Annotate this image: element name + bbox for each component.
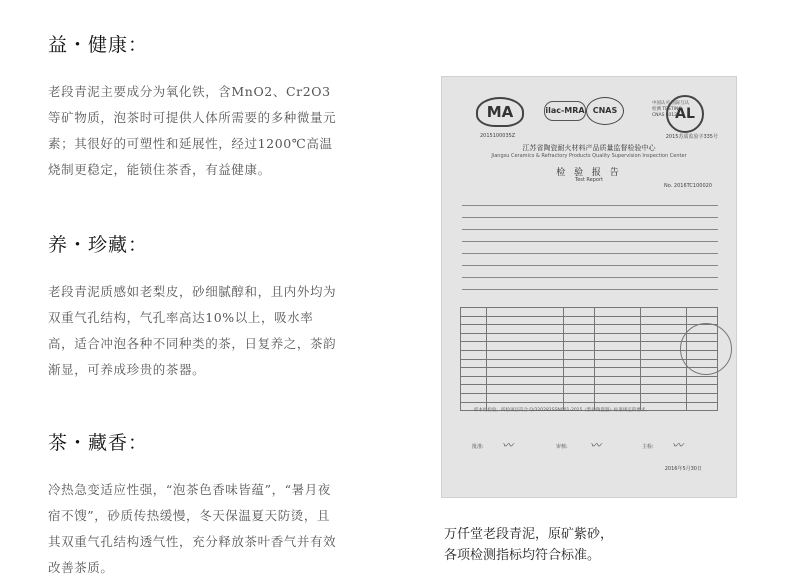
authority-id: 2015苏质监验字335号 [665,134,718,140]
inspection-stamp [680,323,732,375]
report-caption [444,524,744,566]
section-body: 老段青泥主要成分为氧化铁，含MnO2、Cr2O3等矿物质，泡茶时可提供人体所需要的多种微量元素；其很好的可塑性和延展性，经过1200℃高温烧制更稳定，能锁住茶香，有益健康。 [48,84,337,177]
approver-label: 批准: [472,444,484,450]
organization-name-en: Jiangsu Ceramics & Refractory Products Quality Supervision Inspection Center [491,153,687,159]
section-title: 养・珍藏： [48,234,149,256]
info-rule [462,277,718,278]
report-title: 检 验 报 告 [556,168,622,178]
section-body: 冷热急变适应性强，“泡茶色香味皆蕴”，“暑月夜宿不馊”，砂质传热缓慢，冬天保温夏天防烫，且其双重气孔结构透气性，充分释放茶叶香气并有效改善茶质。 [48,482,337,575]
section-tea-aroma [48,428,338,581]
info-rule [462,265,718,266]
section-body: 老段青泥质感如老梨皮，砂细腻醇和，且内外均为双重气孔结构，气孔率高达10%以上，吸水率高，适合冲泡各种不同种类的茶，日复养之，茶韵渐显，可养成珍贵的茶器。 [48,284,337,377]
cma-logo: MA [476,97,524,127]
reviewer-label: 审核: [556,444,568,450]
section-title: 益・健康： [48,34,149,56]
report-subtitle: Test Report [574,177,603,183]
report-number: No. 2016TC100020 [664,183,712,189]
signature-row [472,437,716,467]
report-date: 2016年5月30日 [664,466,702,472]
info-rule [462,289,718,290]
section-title: 茶・藏香： [48,432,149,454]
info-rule [462,253,718,254]
caption-line: 各项检测指标均符合标准。 [444,548,601,563]
reviewer-signature: 〰 [590,439,601,452]
results-table [460,307,718,411]
test-report-image [441,76,737,498]
info-rule [462,205,718,206]
certificate-id: 2015100035Z [480,133,516,139]
inspector-signature: 〰 [672,439,683,452]
organization-name: 江苏省陶瓷耐火材料产品质量监督检验中心 [522,144,656,152]
report-conclusion: 样本经检验，所检项目符合 Q/320282SSN001-2015《紫砂陶瓷器》标准规定的要求。 [474,408,650,413]
info-rule [462,217,718,218]
section-collect [48,230,338,383]
approver-signature: 〰 [502,439,513,452]
info-rule [462,229,718,230]
caption-line: 万仟堂老段青泥，原矿紫砂， [444,527,614,542]
cnas-logo: CNAS [586,97,624,125]
info-rule [462,241,718,242]
cal-logo: AL [666,95,704,133]
certification-logos [466,97,716,137]
accreditation-text: 中国认可 国际互认 检测 TESTING CNAS L0128 [652,101,690,118]
section-health [48,30,338,183]
inspector-label: 主检: [642,444,654,450]
ilac-logo: ilac-MRA [544,101,586,121]
